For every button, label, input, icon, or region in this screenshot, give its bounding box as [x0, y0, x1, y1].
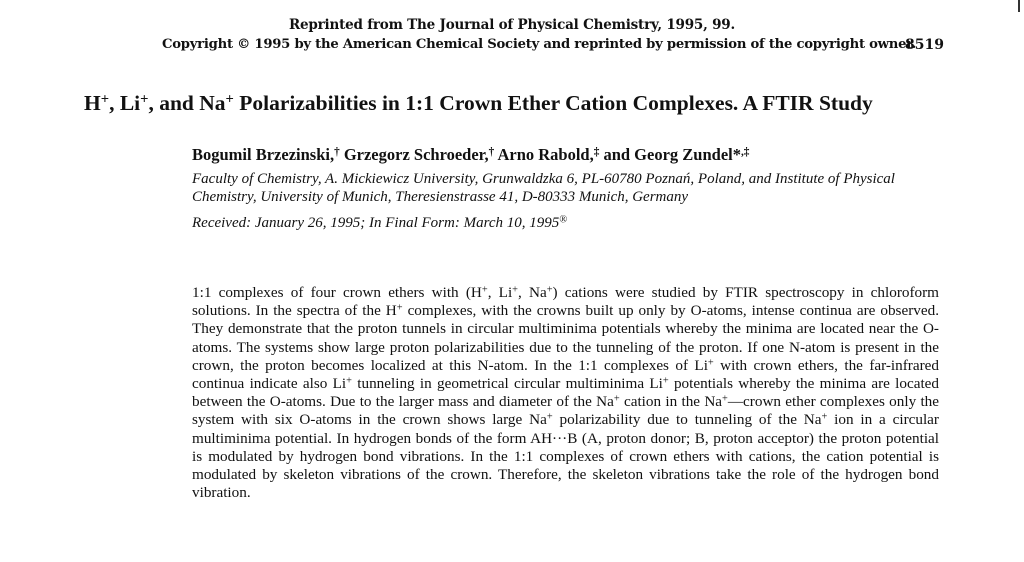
page-edge-mark: [1018, 0, 1020, 12]
article-title: H+, Li+, and Na+ Polarizabilities in 1:1 Crown Ether Cation Complexes. A FTIR Study: [84, 91, 873, 115]
author-list: Bogumil Brzezinski,† Grzegorz Schroeder,† Arno Rabold,‡ and Georg Zundel*,‡: [192, 145, 750, 164]
page-number: 8519: [905, 37, 944, 53]
author-affiliation: Faculty of Chemistry, A. Mickiewicz University, Grunwaldzka 6, PL-60780 Poznań, Poland, and Institute of Physical Chemistry, University of Munich, Theresienstrasse 41, D-80333 Munich, Germany: [192, 171, 895, 205]
received-dates: Received: January 26, 1995; In Final Form: March 10, 1995®: [192, 214, 568, 231]
abstract-text: 1:1 complexes of four crown ethers with (H+, Li+, Na+) cations were studied by FTIR spectroscopy in chloroform solutions. In the spectra of the H+ complexes, with the crowns built up only by O-atoms, intense continua are observed. They demonstrate that the proton tunnels in circular multiminima potentials whereby the minima are located near the O-atoms. The systems show large proton polarizabilities due to the tunneling of the proton. If one N-atom is present in the crown, the proton becomes localized at this N-atom. In the 1:1 complexes of Li+ with crown ethers, the far-infrared continua indicate also Li+ tunneling in geometrical circular multiminima Li+ potentials whereby the minima are located between the O-atoms. Due to the larger mass and diameter of the Na+ cation in the Na+—crown ether complexes only the system with six O-atoms in the crown shows large Na+ polarizability due to tunneling of the Na+ ion in a circular multiminima potential. In hydrogen bonds of the form AH···B (A, proton donor; B, proton acceptor) the proton potential is modulated by hydrogen bond vibrations. In the 1:1 complexes of crown ethers with cations, the cation potential is modulated by skeleton vibrations of the crown. Therefore, the skeleton vibrations take the role of the hydrogen bond vibration.: [192, 284, 940, 502]
reprint-notice: Reprinted from The Journal of Physical Chemistry, 1995, 99.: [288, 17, 735, 33]
copyright-notice: Copyright © 1995 by the American Chemical Society and reprinted by permission of the copyright owner.: [162, 37, 917, 52]
